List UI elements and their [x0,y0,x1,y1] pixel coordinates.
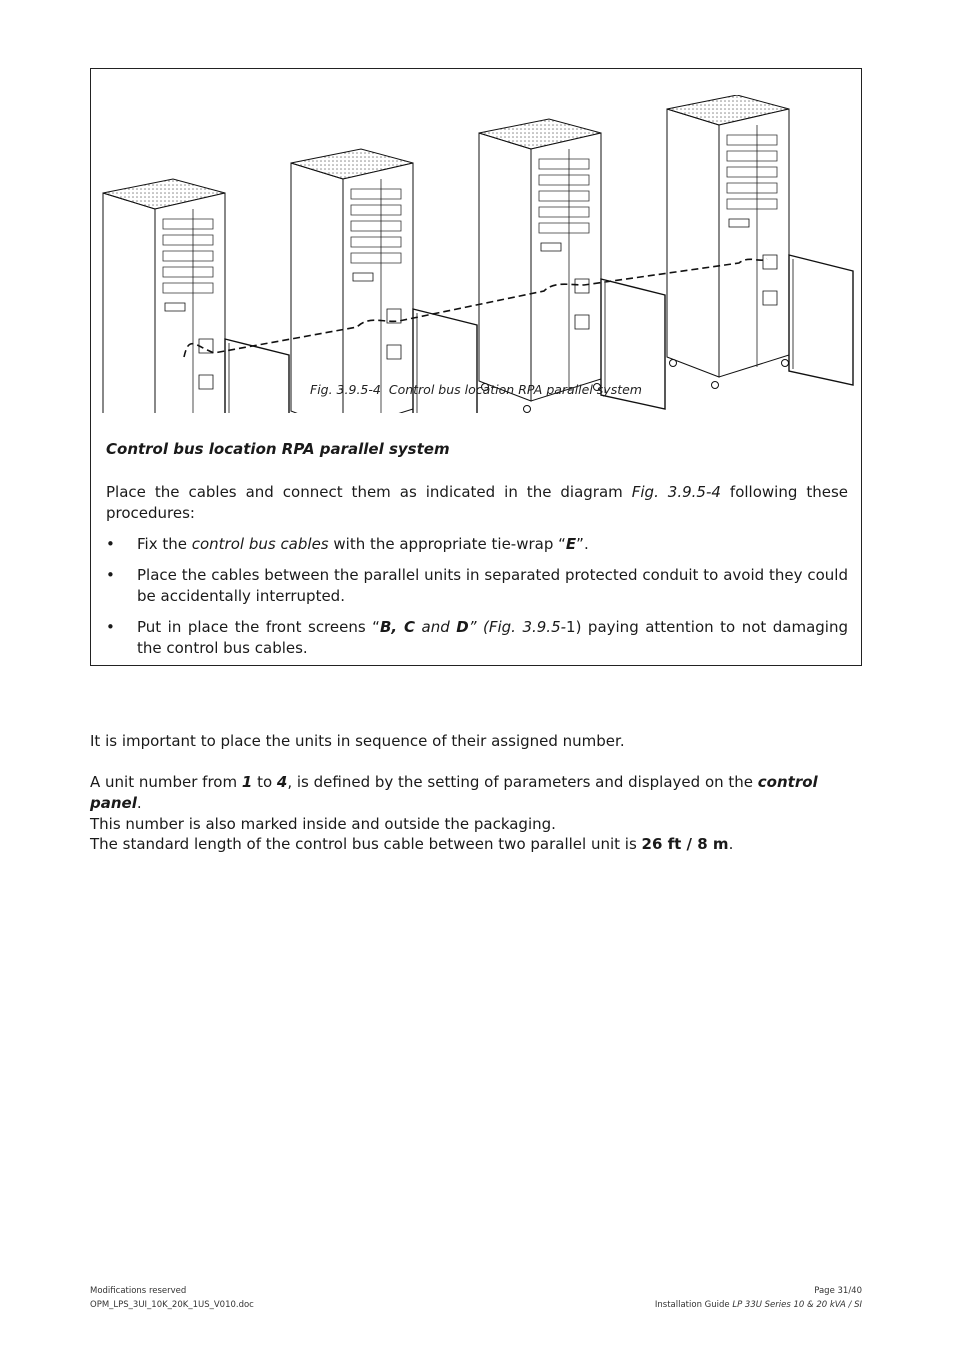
caption-text: Control bus location RPA parallel system [388,382,642,397]
text: to [252,773,277,791]
text: LP 33U Series 10 & 20 kVA / SI [732,1300,862,1310]
footer-guide-title [655,1298,862,1312]
ups-cabinet-icon [291,149,477,413]
bullet-text: Fix the [137,535,192,553]
footer-filename: OPM_LPS_3UI_10K_20K_1US_V010.doc [90,1300,254,1310]
text: . [728,835,734,853]
bullet-emphasis: ” (Fig. 3.9.5- [468,618,567,636]
parallel-ups-illustration [99,95,855,413]
bullet-emphasis: control bus cables [191,535,329,553]
bullet-text: Place the cables between the parallel units in separated protected conduit to avoid they could be accidentally interrupted. [137,566,848,605]
page-number: Page 31/40 [814,1286,862,1296]
bullet-text: Put in place the front screens “ [137,618,380,636]
paragraph-sequence: It is important to place the units in sequence of their assigned number. [90,732,625,750]
paragraph-cable-length [90,834,862,855]
text: , is defined by the setting of parameters and displayed on the [287,773,758,791]
list-item [106,617,848,659]
ups-cabinet-icon [103,179,289,413]
intro-text-end: following these procedures: [106,483,848,522]
bullet-label: E [565,535,577,553]
unit-number-min: 1 [241,773,253,791]
bullet-text: with the appropriate tie-wrap “ [328,535,566,553]
intro-paragraph [106,482,848,524]
bullet-text: ”. [576,535,589,553]
cable-length: 26 ft / 8 m [641,835,729,853]
list-item [106,534,848,555]
figure-box [90,68,862,666]
paragraph-unit-number [90,772,862,835]
figure-reference: Fig. 3.9.5-4 [631,483,721,501]
section-heading: Control bus location RPA parallel system [106,440,450,458]
list-item [106,565,848,607]
text: This number is also marked inside and outside the packaging. [90,815,556,833]
text: A unit number from [90,773,242,791]
unit-number-max: 4 [276,773,288,791]
bullet-label: D [456,618,469,636]
footer-right [655,1284,862,1312]
procedure-list [106,534,848,669]
footer-notice: Modifications reserved [90,1286,187,1296]
caption-number: Fig. 3.9.5-4 [310,382,381,397]
ups-cabinet-icon [667,95,853,389]
text: Installation Guide [654,1300,733,1310]
bullet-text: 1) paying attention to not damaging the control bus cables. [137,618,848,657]
bullet-icon: • [106,566,115,584]
bullet-icon: • [106,535,115,553]
intro-text: Place the cables and connect them as indicated in the diagram [106,483,632,501]
bullet-emphasis: and [415,618,457,636]
control-panel-term: control panel [90,773,818,812]
ups-cabinet-icon [479,119,665,413]
figure-caption [91,382,861,397]
text: The standard length of the control bus cable between two parallel unit is [90,835,642,853]
text: . [136,794,142,812]
bullet-icon: • [106,618,115,636]
footer-left [90,1284,254,1312]
bullet-label: B, C [379,618,416,636]
